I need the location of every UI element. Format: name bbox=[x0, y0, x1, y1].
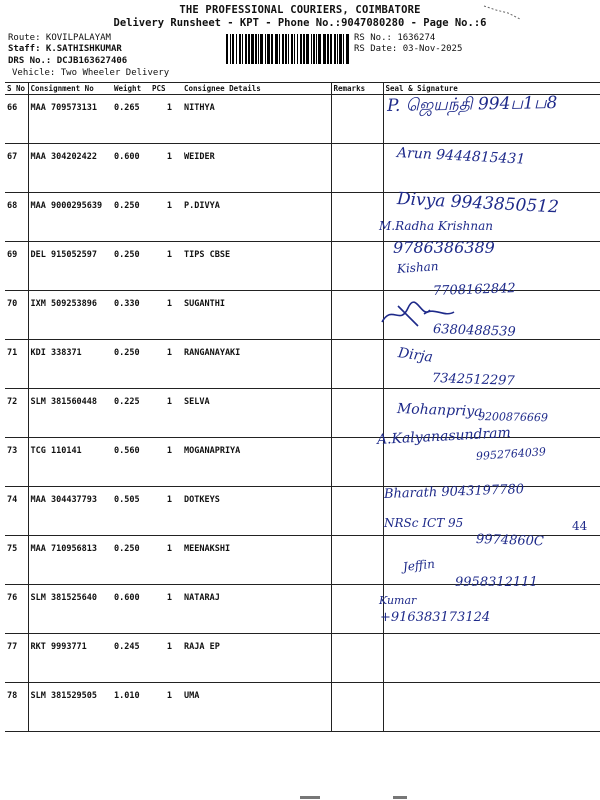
col-weight: Weight bbox=[112, 83, 150, 95]
row-weight: 0.330 bbox=[112, 291, 150, 340]
row-weight: 0.250 bbox=[112, 340, 150, 389]
row-consignment: SLM 381529505 bbox=[28, 683, 112, 732]
row-pcs: 1 bbox=[150, 585, 182, 634]
row-sno: 68 bbox=[5, 193, 28, 242]
row-remarks bbox=[331, 634, 383, 683]
rs-number: RS No.: 1636274 bbox=[354, 33, 436, 43]
signature-text: NRSc ICT 95 bbox=[384, 516, 464, 530]
row-consignee: DOTKEYS bbox=[182, 487, 331, 536]
row-remarks bbox=[331, 144, 383, 193]
row-sno: 76 bbox=[5, 585, 28, 634]
row-weight: 0.225 bbox=[112, 389, 150, 438]
signature-text: 7708162842 bbox=[432, 281, 516, 299]
row-consignment: MAA 304202422 bbox=[28, 144, 112, 193]
row-sno: 77 bbox=[5, 634, 28, 683]
table-row bbox=[5, 683, 600, 732]
row-consignment: DEL 915052597 bbox=[28, 242, 112, 291]
row-weight: 0.600 bbox=[112, 144, 150, 193]
row-weight: 1.010 bbox=[112, 683, 150, 732]
table-row bbox=[5, 438, 600, 487]
signature-text: Jeffin bbox=[402, 556, 436, 574]
rs-date: RS Date: 03-Nov-2025 bbox=[354, 44, 463, 54]
row-pcs: 1 bbox=[150, 242, 182, 291]
row-remarks bbox=[331, 340, 383, 389]
row-weight: 0.265 bbox=[112, 95, 150, 144]
signature-text: Kishan bbox=[396, 259, 439, 276]
row-pcs: 1 bbox=[150, 95, 182, 144]
row-consignee: NITHYA bbox=[182, 95, 331, 144]
signature-text: Mohanpriya bbox=[396, 401, 483, 420]
row-pcs: 1 bbox=[150, 487, 182, 536]
row-consignment: MAA 9000295639 bbox=[28, 193, 112, 242]
row-consignee: MEENAKSHI bbox=[182, 536, 331, 585]
row-sno: 67 bbox=[5, 144, 28, 193]
signature-text: Dirja bbox=[396, 345, 434, 366]
row-pcs: 1 bbox=[150, 683, 182, 732]
row-remarks bbox=[331, 683, 383, 732]
row-consignment: SLM 381560448 bbox=[28, 389, 112, 438]
row-consignment: MAA 710956813 bbox=[28, 536, 112, 585]
row-pcs: 1 bbox=[150, 193, 182, 242]
row-weight: 0.245 bbox=[112, 634, 150, 683]
row-remarks bbox=[331, 536, 383, 585]
row-sno: 71 bbox=[5, 340, 28, 389]
signature-text: Kumar bbox=[379, 594, 417, 607]
signature-scribble bbox=[378, 300, 458, 330]
runsheet-table bbox=[5, 82, 600, 732]
scan-speck bbox=[393, 796, 407, 799]
row-signature bbox=[383, 634, 600, 683]
row-consignee: NATARAJ bbox=[182, 585, 331, 634]
row-sno: 74 bbox=[5, 487, 28, 536]
signature-text: 6380488539 bbox=[432, 322, 516, 340]
signature-text: 9958312111 bbox=[455, 575, 538, 590]
row-weight: 0.600 bbox=[112, 585, 150, 634]
row-weight: 0.250 bbox=[112, 536, 150, 585]
row-consignee: MOGANAPRIYA bbox=[182, 438, 331, 487]
signature-text: 7342512297 bbox=[431, 371, 515, 389]
row-consignment: SLM 381525640 bbox=[28, 585, 112, 634]
scan-mark bbox=[482, 4, 522, 22]
row-remarks bbox=[331, 585, 383, 634]
row-remarks bbox=[331, 242, 383, 291]
signature-text: M.Radha Krishnan bbox=[379, 219, 493, 233]
col-remarks: Remarks bbox=[331, 83, 383, 95]
signature-text: Divya 9943850512 bbox=[396, 189, 560, 218]
row-pcs: 1 bbox=[150, 536, 182, 585]
row-consignment: RKT 9993771 bbox=[28, 634, 112, 683]
margin-mark: 44 bbox=[572, 519, 588, 533]
row-weight: 0.250 bbox=[112, 193, 150, 242]
row-consignee: WEIDER bbox=[182, 144, 331, 193]
row-consignee: SELVA bbox=[182, 389, 331, 438]
row-pcs: 1 bbox=[150, 340, 182, 389]
row-sno: 75 bbox=[5, 536, 28, 585]
row-remarks bbox=[331, 193, 383, 242]
table-header-row bbox=[5, 83, 600, 95]
row-pcs: 1 bbox=[150, 389, 182, 438]
row-consignee: SUGANTHI bbox=[182, 291, 331, 340]
barcode-image bbox=[226, 34, 352, 64]
row-consignee: RANGANAYAKI bbox=[182, 340, 331, 389]
row-sno: 73 bbox=[5, 438, 28, 487]
signature-text: 9974860C bbox=[475, 532, 545, 550]
row-remarks bbox=[331, 389, 383, 438]
runsheet-subtitle: Delivery Runsheet - KPT - Phone No.:9047080280 - Page No.:6 bbox=[113, 17, 487, 29]
row-consignment: MAA 709573131 bbox=[28, 95, 112, 144]
table-row bbox=[5, 585, 600, 634]
scan-speck bbox=[300, 796, 320, 799]
signature-text: A.Kalyanasundram bbox=[376, 424, 512, 448]
row-weight: 0.250 bbox=[112, 242, 150, 291]
signature-text: Arun 9444815431 bbox=[396, 145, 526, 168]
staff-label: Staff: K.SATHISHKUMAR bbox=[8, 44, 122, 54]
row-consignment: IXM 509253896 bbox=[28, 291, 112, 340]
row-signature bbox=[383, 683, 600, 732]
row-sno: 72 bbox=[5, 389, 28, 438]
row-pcs: 1 bbox=[150, 144, 182, 193]
row-consignee: P.DIVYA bbox=[182, 193, 331, 242]
row-pcs: 1 bbox=[150, 438, 182, 487]
row-weight: 0.505 bbox=[112, 487, 150, 536]
row-signature bbox=[383, 585, 600, 634]
row-sno: 66 bbox=[5, 95, 28, 144]
row-consignee: TIPS CBSE bbox=[182, 242, 331, 291]
signature-text: Bharath 9043197780 bbox=[383, 482, 525, 502]
row-consignment: TCG 110141 bbox=[28, 438, 112, 487]
row-sno: 69 bbox=[5, 242, 28, 291]
col-sno: S No bbox=[5, 83, 28, 95]
row-remarks bbox=[331, 95, 383, 144]
row-sno: 70 bbox=[5, 291, 28, 340]
row-remarks bbox=[331, 291, 383, 340]
signature-text: 9952764039 bbox=[475, 445, 547, 463]
drs-label: DRS No.: DCJB163627406 bbox=[8, 56, 128, 66]
row-pcs: 1 bbox=[150, 291, 182, 340]
row-consignment: KDI 338371 bbox=[28, 340, 112, 389]
col-signature: Seal & Signature bbox=[383, 83, 600, 95]
signature-text: 9786386389 bbox=[393, 238, 495, 257]
col-pcs: PCS bbox=[150, 83, 182, 95]
row-remarks bbox=[331, 487, 383, 536]
table-row bbox=[5, 634, 600, 683]
route-label: Route: KOVILPALAYAM bbox=[8, 33, 111, 43]
signature-text: P. ஜெயந்தி 994ப1ப8 bbox=[386, 93, 558, 116]
row-weight: 0.560 bbox=[112, 438, 150, 487]
row-consignee: RAJA EP bbox=[182, 634, 331, 683]
company-title: THE PROFESSIONAL COURIERS, COIMBATORE bbox=[179, 4, 421, 16]
row-consignee: UMA bbox=[182, 683, 331, 732]
row-remarks bbox=[331, 438, 383, 487]
row-consignment: MAA 304437793 bbox=[28, 487, 112, 536]
signature-text: +916383173124 bbox=[380, 610, 491, 625]
signature-text: 9200876669 bbox=[477, 410, 549, 425]
vehicle-label: Vehicle: Two Wheeler Delivery bbox=[12, 68, 170, 78]
row-pcs: 1 bbox=[150, 634, 182, 683]
row-sno: 78 bbox=[5, 683, 28, 732]
col-consignment: Consignment No bbox=[28, 83, 112, 95]
col-consignee: Consignee Details bbox=[182, 83, 331, 95]
